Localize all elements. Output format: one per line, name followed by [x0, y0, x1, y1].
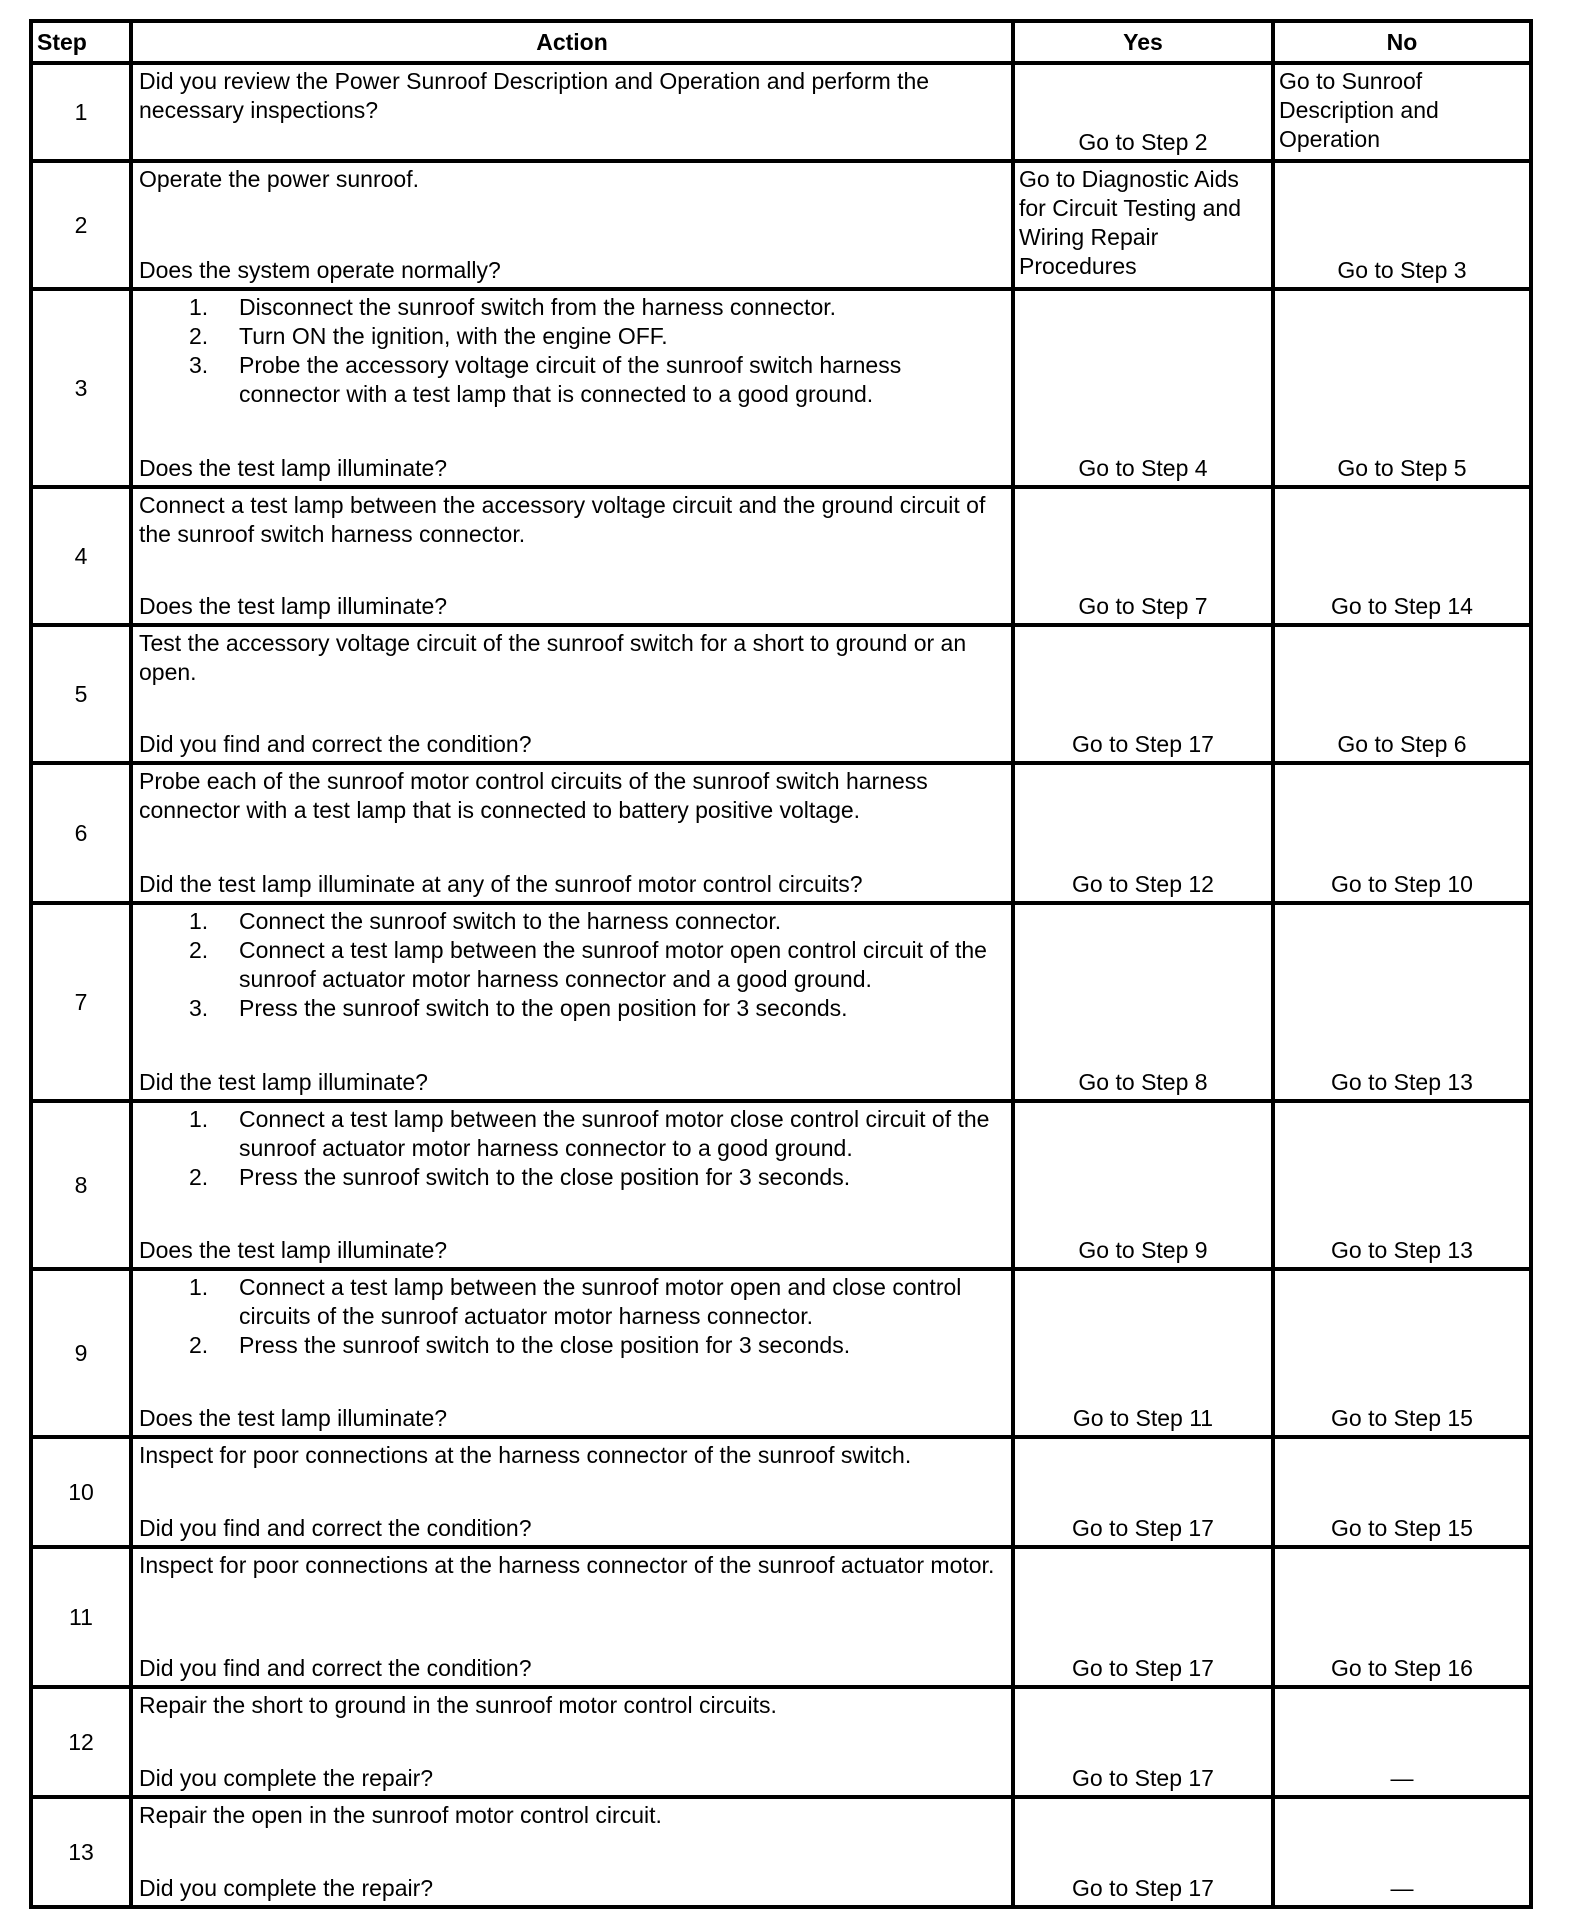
substep-number: 2.: [189, 323, 209, 349]
yes-result: Go to Step 17: [1013, 1547, 1273, 1687]
substep-number: 2.: [189, 1332, 209, 1358]
action-instructions: [139, 491, 1005, 549]
table-row: [31, 625, 1531, 763]
action-cell: [131, 1269, 1013, 1437]
yes-result: Go to Step 17: [1013, 625, 1273, 763]
action-cell: [131, 1547, 1013, 1687]
action-question: Did you find and correct the condition?: [139, 731, 532, 757]
yes-result: Go to Step 7: [1013, 487, 1273, 625]
action-content: [139, 165, 1005, 285]
substep-item: [139, 293, 1005, 322]
action-instruction-text: Operate the power sunroof.: [139, 166, 419, 192]
step-number: 6: [31, 763, 131, 903]
action-instruction-text: Inspect for poor connections at the harness connector of the sunroof switch.: [139, 1442, 912, 1468]
action-cell: [131, 63, 1013, 161]
action-content: [139, 767, 1005, 899]
step-number: 7: [31, 903, 131, 1101]
substep-item: [139, 994, 1005, 1023]
yes-result: Go to Diagnostic Aids for Circuit Testing and Wiring Repair Procedures: [1013, 161, 1273, 289]
action-question: Did you complete the repair?: [139, 1875, 434, 1901]
table-row: [31, 161, 1531, 289]
diagnostic-table: [29, 19, 1533, 1909]
step-number: 3: [31, 289, 131, 487]
step-number: 10: [31, 1437, 131, 1547]
substep-number: 3.: [189, 352, 209, 378]
step-number: 12: [31, 1687, 131, 1797]
no-result: Go to Step 15: [1273, 1437, 1531, 1547]
substep-number: 1.: [189, 1274, 209, 1300]
action-cell: [131, 161, 1013, 289]
substep-text: Press the sunroof switch to the close position for 3 seconds.: [239, 1332, 851, 1358]
action-instruction-text: Repair the short to ground in the sunroof motor control circuits.: [139, 1692, 777, 1718]
no-result: Go to Step 10: [1273, 763, 1531, 903]
table-row: [31, 289, 1531, 487]
substep-text: Connect a test lamp between the sunroof motor open and close control circuits of the sunroof actuator motor harness connector.: [239, 1274, 962, 1329]
action-cell: [131, 487, 1013, 625]
action-instructions: [139, 1801, 1005, 1830]
no-result: Go to Step 13: [1273, 903, 1531, 1101]
action-content: [139, 1551, 1005, 1683]
numbered-substeps: [139, 1105, 1005, 1192]
yes-result: Go to Step 17: [1013, 1437, 1273, 1547]
substep-item: [139, 1105, 1005, 1163]
action-instructions: [139, 1441, 1005, 1470]
no-result: Go to Sunroof Description and Operation: [1273, 63, 1531, 161]
substep-text: Press the sunroof switch to the close position for 3 seconds.: [239, 1164, 851, 1190]
table-row: [31, 63, 1531, 161]
substep-item: [139, 936, 1005, 994]
action-question: Does the test lamp illuminate?: [139, 455, 448, 481]
table-body: [31, 63, 1531, 1907]
no-result: Go to Step 6: [1273, 625, 1531, 763]
action-instructions: [139, 767, 1005, 825]
substep-number: 3.: [189, 995, 209, 1021]
action-cell: [131, 625, 1013, 763]
substep-text: Press the sunroof switch to the open position for 3 seconds.: [239, 995, 848, 1021]
substep-text: Connect a test lamp between the sunroof motor open control circuit of the sunroof actuator motor harness connector and a good ground.: [239, 937, 987, 992]
action-content: [139, 67, 1005, 157]
action-instruction-text: Did you review the Power Sunroof Description and Operation and perform the necessary inspections?: [139, 68, 930, 123]
yes-result: Go to Step 8: [1013, 903, 1273, 1101]
substep-text: Connect the sunroof switch to the harness connector.: [239, 908, 782, 934]
substep-text: Probe the accessory voltage circuit of the sunroof switch harness connector with a test lamp that is connected to a good ground.: [239, 352, 902, 407]
action-instruction-text: Probe each of the sunroof motor control circuits of the sunroof switch harness connector with a test lamp that is connected to battery positive voltage.: [139, 768, 928, 823]
action-question: Does the system operate normally?: [139, 257, 501, 283]
substep-item: [139, 907, 1005, 936]
yes-result: Go to Step 12: [1013, 763, 1273, 903]
action-cell: [131, 1101, 1013, 1269]
table-row: [31, 1101, 1531, 1269]
substep-item: [139, 1163, 1005, 1192]
action-cell: [131, 1687, 1013, 1797]
action-instructions: [139, 1551, 1005, 1580]
action-instructions: [139, 165, 1005, 194]
no-result: —: [1273, 1797, 1531, 1907]
action-question: Does the test lamp illuminate?: [139, 593, 448, 619]
substep-text: Connect a test lamp between the sunroof motor close control circuit of the sunroof actuator motor harness connector to a good ground.: [239, 1106, 990, 1161]
action-question: Does the test lamp illuminate?: [139, 1237, 448, 1263]
substep-number: 1.: [189, 294, 209, 320]
action-instructions: [139, 1273, 1005, 1360]
action-column-header: Action: [131, 21, 1013, 63]
action-content: [139, 491, 1005, 621]
no-result: Go to Step 13: [1273, 1101, 1531, 1269]
action-content: [139, 293, 1005, 483]
table-row: [31, 1797, 1531, 1907]
no-result: —: [1273, 1687, 1531, 1797]
step-number: 4: [31, 487, 131, 625]
action-instructions: [139, 629, 1005, 687]
header-row: [31, 21, 1531, 63]
action-content: [139, 1691, 1005, 1793]
yes-result: Go to Step 9: [1013, 1101, 1273, 1269]
action-cell: [131, 903, 1013, 1101]
substep-item: [139, 1331, 1005, 1360]
no-result: Go to Step 14: [1273, 487, 1531, 625]
table-row: [31, 903, 1531, 1101]
numbered-substeps: [139, 293, 1005, 409]
table-row: [31, 1547, 1531, 1687]
action-content: [139, 907, 1005, 1097]
substep-text: Turn ON the ignition, with the engine OFF.: [239, 323, 668, 349]
yes-column-header: Yes: [1013, 21, 1273, 63]
action-question: Did the test lamp illuminate at any of the sunroof motor control circuits?: [139, 871, 863, 897]
numbered-substeps: [139, 1273, 1005, 1360]
yes-result: Go to Step 4: [1013, 289, 1273, 487]
action-cell: [131, 1797, 1013, 1907]
action-instruction-text: Test the accessory voltage circuit of the sunroof switch for a short to ground or an open.: [139, 630, 967, 685]
substep-item: [139, 351, 1005, 409]
action-question: Did you find and correct the condition?: [139, 1515, 532, 1541]
action-question: Did you complete the repair?: [139, 1765, 434, 1791]
substep-number: 1.: [189, 908, 209, 934]
no-result: Go to Step 16: [1273, 1547, 1531, 1687]
action-instructions: [139, 907, 1005, 1023]
action-instruction-text: Repair the open in the sunroof motor control circuit.: [139, 1802, 662, 1828]
table-row: [31, 1269, 1531, 1437]
step-number: 11: [31, 1547, 131, 1687]
action-content: [139, 1105, 1005, 1265]
step-number: 2: [31, 161, 131, 289]
substep-number: 1.: [189, 1106, 209, 1132]
action-instructions: [139, 1105, 1005, 1192]
substep-number: 2.: [189, 937, 209, 963]
no-column-header: No: [1273, 21, 1531, 63]
step-number: 8: [31, 1101, 131, 1269]
action-cell: [131, 1437, 1013, 1547]
action-instruction-text: Connect a test lamp between the accessory voltage circuit and the ground circuit of the sunroof switch harness connector.: [139, 492, 986, 547]
step-number: 1: [31, 63, 131, 161]
step-number: 5: [31, 625, 131, 763]
action-question: Did you find and correct the condition?: [139, 1655, 532, 1681]
substep-item: [139, 1273, 1005, 1331]
yes-result: Go to Step 2: [1013, 63, 1273, 161]
table-row: [31, 1437, 1531, 1547]
step-number: 9: [31, 1269, 131, 1437]
action-instructions: [139, 293, 1005, 409]
step-column-header: Step: [31, 21, 131, 63]
yes-result: Go to Step 11: [1013, 1269, 1273, 1437]
yes-result: Go to Step 17: [1013, 1687, 1273, 1797]
action-cell: [131, 289, 1013, 487]
action-instructions: [139, 1691, 1005, 1720]
substep-number: 2.: [189, 1164, 209, 1190]
action-content: [139, 1273, 1005, 1433]
no-result: Go to Step 3: [1273, 161, 1531, 289]
action-question: Does the test lamp illuminate?: [139, 1405, 448, 1431]
action-cell: [131, 763, 1013, 903]
table-row: [31, 487, 1531, 625]
action-instruction-text: Inspect for poor connections at the harness connector of the sunroof actuator motor.: [139, 1552, 995, 1578]
yes-result: Go to Step 17: [1013, 1797, 1273, 1907]
action-content: [139, 1441, 1005, 1543]
action-content: [139, 1801, 1005, 1903]
action-instructions: [139, 67, 1005, 125]
no-result: Go to Step 15: [1273, 1269, 1531, 1437]
table-row: [31, 1687, 1531, 1797]
table-row: [31, 763, 1531, 903]
action-question: Did the test lamp illuminate?: [139, 1069, 428, 1095]
step-number: 13: [31, 1797, 131, 1907]
no-result: Go to Step 5: [1273, 289, 1531, 487]
substep-item: [139, 322, 1005, 351]
action-content: [139, 629, 1005, 759]
substep-text: Disconnect the sunroof switch from the harness connector.: [239, 294, 837, 320]
numbered-substeps: [139, 907, 1005, 1023]
